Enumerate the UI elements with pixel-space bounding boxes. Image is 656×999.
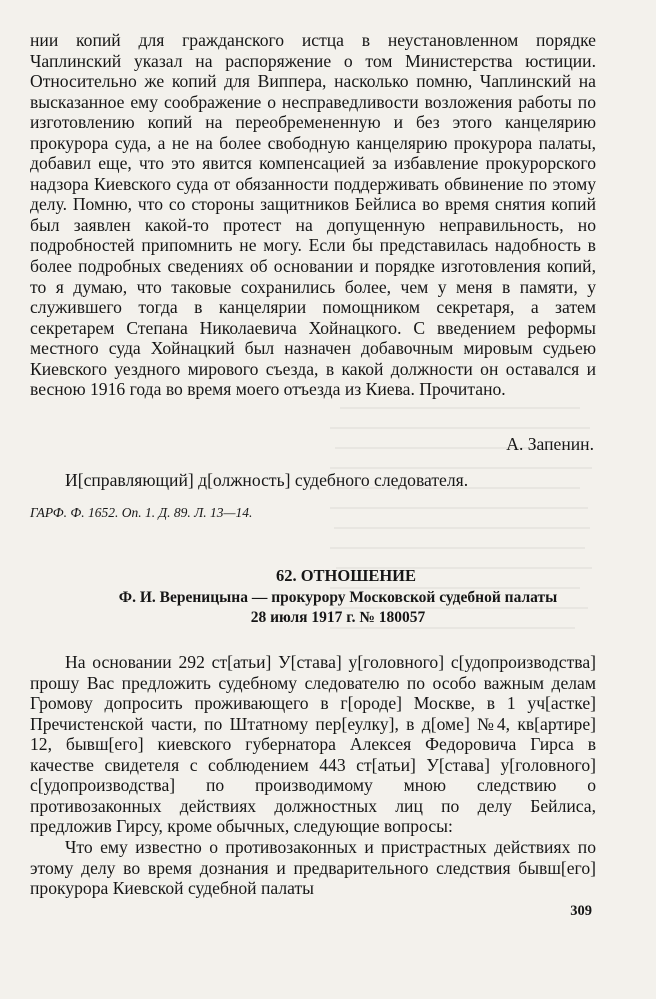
archive-reference: ГАРФ. Ф. 1652. Оп. 1. Д. 89. Л. 13—14. [30,505,253,520]
page-number: 309 [570,903,592,919]
body-paragraph-2: На основании 292 ст[атьи] У[става] у[головного] с[удопроизводства] прошу Вас предложить судебному следователю по особо важным делам Громову допросить проживающего в г[ороде] Москве, в 1 уч[астке] Пречистенской части, по Штатному пер[еулку], в д[оме] №4, кв[артире] 12, бывш[его] киевского губернатора Алексея Федоровича Гирса в качестве свидетеля с соблюдением 443 ст[атьи] У[става] у[головного] с[удопроизводства] по производимому мною следствию о противозаконных действиях должностных лиц по делу Бейлиса, предложив Гирсу, кроме обычных, следующие вопросы: [30,652,596,837]
signatory-position: И[справляющий] д[олжность] судебного следователя. [65,470,469,490]
section-subheading-date: 28 июля 1917 г. № 180057 [250,609,426,626]
section-subheading-addressee: Ф. И. Вереницына — прокурору Московской судебной палаты [118,589,558,606]
section-heading: 62. ОТНОШЕНИЕ [275,566,417,585]
signature: А. Запенин. [506,434,594,454]
body-paragraph-1: нии копий для гражданского истца в неустановленном порядке Чаплинский указал на распоряжение о том Министерства юстиции. Относительно же копий для Виппера, насколько помню, Чаплинский на высказанное ему соображение о несправедливости возложения работы по изготовлению копий на переобремененную и без этого канцелярию прокурора суда, а не на более свободную канцелярию прокурора палаты, добавил еще, что это явится компенсацией за избавление прокурорского надзора Киевского суда от обязанности поддерживать обвинение по этому делу. Помню, что со стороны защитников Бейлиса во время снятия копий был заявлен какой-то протест на допущенную неправильность, но подробностей припомнить не могу. Если бы представилась надобность в более подробных сведениях об основании и порядке изготовления копий, то я думаю, что таковые сохранились более, чем у меня в памяти, у служившего тогда в канцелярии помощником секретаря, а затем секретарем Степана Николаевича Хойнацкого. С введением реформы местного суда Хойнацкий был назначен добавочным мировым судьею Киевского уездного мирового съезда, в какой должности он оставался и весною 1916 года во время моего отъезда из Киева. Прочитано. [30,30,596,400]
body-paragraph-3: Что ему известно о противозаконных и пристрастных действиях по этому делу во время дознания и предварительного следствия бывш[его] прокурора Киевской судебной палаты [30,837,596,899]
